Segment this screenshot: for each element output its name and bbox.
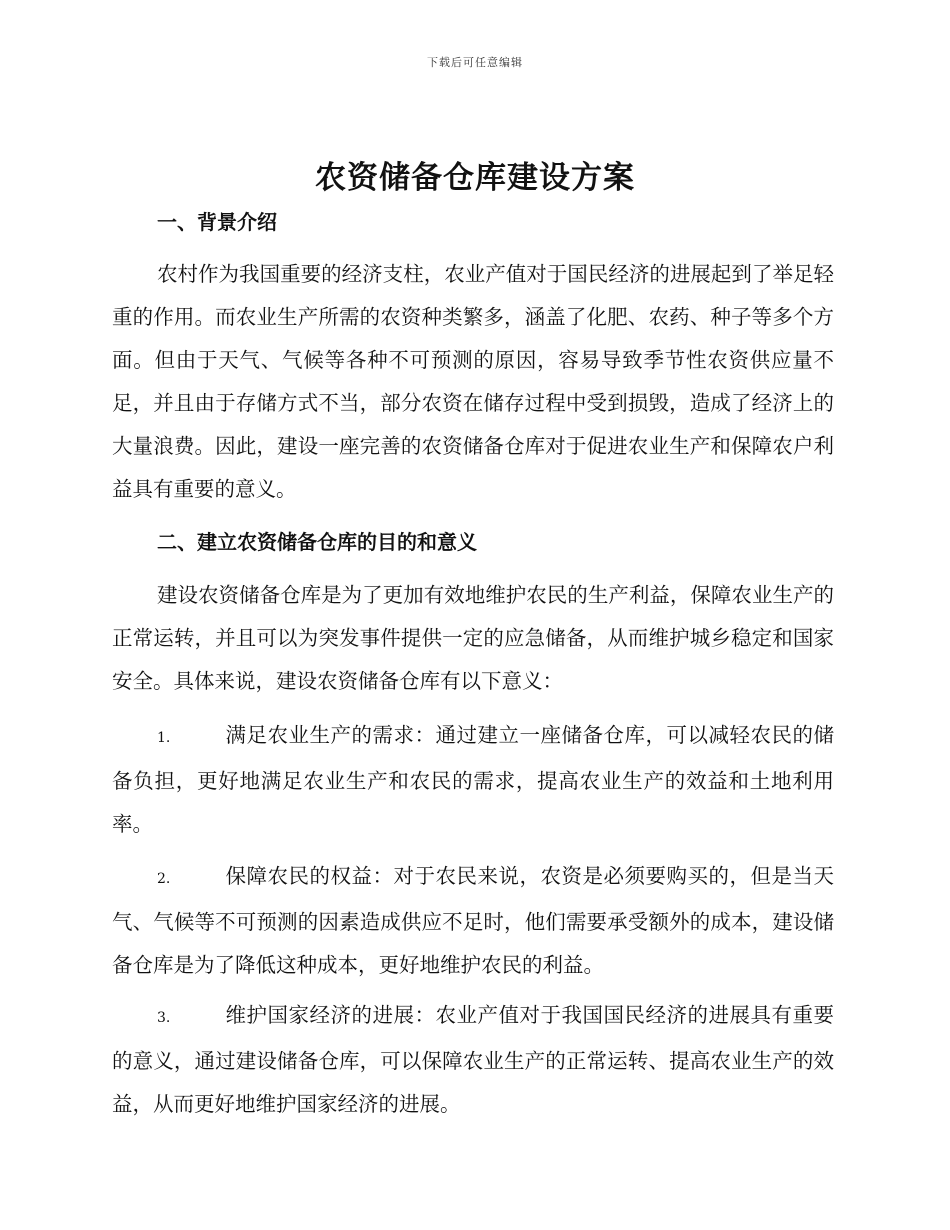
section-heading-purpose: 二、建立农资储备仓库的目的和意义: [157, 530, 477, 554]
section-heading-background: 一、背景介绍: [157, 210, 277, 234]
section-purpose-body: [112, 574, 834, 703]
list-number: 2.: [157, 871, 171, 887]
document-title: 农资储备仓库建设方案: [315, 160, 635, 196]
list-item-text: 保障农民的权益：对于农民来说，农资是必须要购买的，但是当天气、气候等不可预测的因素造成供应不足时，他们需要承受额外的成本，建设储备仓库是为了降低这种成本，更好地维护农民的利益。: [112, 864, 834, 977]
section-background-body: [112, 253, 834, 511]
paragraph-background: 农村作为我国重要的经济支柱，农业产值对于国民经济的进展起到了举足轻重的作用。而农业生产所需的农资种类繁多，涵盖了化肥、农药、种子等多个方面。但由于天气、气候等各种不可预测的原因，容易导致季节性农资供应量不足，并且由于存储方式不当，部分农资在储存过程中受到损毁，造成了经济上的大量浪费。因此，建设一座完善的农资储备仓库对于促进农业生产和保障农户利益具有重要的意义。: [112, 262, 834, 501]
page-header-note: 下载后可任意编辑: [427, 56, 523, 69]
list-number: 1.: [157, 730, 171, 746]
list-item-1: [112, 714, 834, 846]
list-item-2: [112, 855, 834, 987]
list-item-text: 维护国家经济的进展：农业产值对于我国国民经济的进展具有重要的意义，通过建设储备仓库，可以保障农业生产的正常运转、提高农业生产的效益，从而更好地维护国家经济的进展。: [112, 1003, 834, 1116]
list-number: 3.: [157, 1010, 171, 1026]
paragraph-purpose-intro: 建设农资储备仓库是为了更加有效地维护农民的生产利益，保障农业生产的正常运转，并且可以为突发事件提供一定的应急储备，从而维护城乡稳定和国家安全。具体来说，建设农资储备仓库有以下意义：: [112, 583, 834, 693]
list-item-text: 满足农业生产的需求：通过建立一座储备仓库，可以减轻农民的储备负担，更好地满足农业生产和农民的需求，提高农业生产的效益和土地利用率。: [112, 723, 834, 836]
list-item-3: [112, 994, 834, 1126]
section-purpose: [112, 528, 834, 556]
section-background: [112, 208, 834, 236]
